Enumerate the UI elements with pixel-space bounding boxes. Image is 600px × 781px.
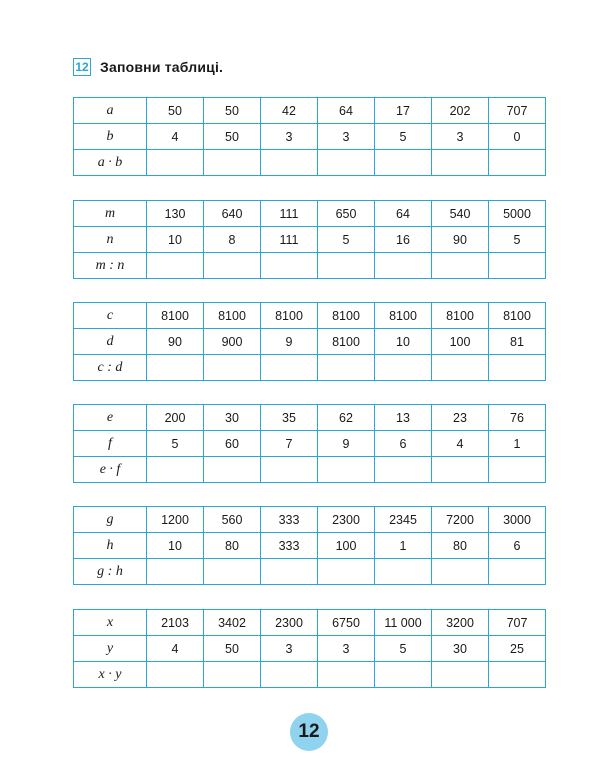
value-cell: 13 — [375, 405, 432, 431]
value-cell: 1200 — [147, 507, 204, 533]
row-label: m — [74, 201, 147, 227]
row-label: g — [74, 507, 147, 533]
value-table — [73, 97, 546, 176]
value-cell: 3 — [261, 124, 318, 150]
value-cell: 3 — [318, 124, 375, 150]
value-cell: 2103 — [147, 610, 204, 636]
answer-cell[interactable] — [261, 355, 318, 381]
answer-cell[interactable] — [432, 150, 489, 176]
answer-cell[interactable] — [204, 559, 261, 585]
value-cell: 7200 — [432, 507, 489, 533]
value-cell: 707 — [489, 98, 546, 124]
value-cell: 90 — [432, 227, 489, 253]
value-cell: 16 — [375, 227, 432, 253]
answer-cell[interactable] — [204, 457, 261, 483]
row-label: n — [74, 227, 147, 253]
value-cell: 8100 — [432, 303, 489, 329]
table-row — [74, 559, 546, 585]
value-cell: 3 — [261, 636, 318, 662]
answer-cell[interactable] — [375, 355, 432, 381]
table-row — [74, 533, 546, 559]
value-cell: 50 — [204, 98, 261, 124]
answer-cell[interactable] — [261, 457, 318, 483]
value-table — [73, 404, 546, 483]
row-label: m : n — [74, 253, 147, 279]
value-cell: 6 — [489, 533, 546, 559]
value-cell: 50 — [204, 636, 261, 662]
answer-cell[interactable] — [432, 662, 489, 688]
answer-cell[interactable] — [261, 662, 318, 688]
answer-cell[interactable] — [432, 457, 489, 483]
row-label: a · b — [74, 150, 147, 176]
value-cell: 25 — [489, 636, 546, 662]
value-cell: 9 — [318, 431, 375, 457]
value-cell: 17 — [375, 98, 432, 124]
answer-cell[interactable] — [489, 150, 546, 176]
task-header — [73, 58, 223, 76]
table-row — [74, 227, 546, 253]
value-cell: 8100 — [318, 329, 375, 355]
row-label: y — [74, 636, 147, 662]
table-row — [74, 329, 546, 355]
value-cell: 900 — [204, 329, 261, 355]
value-cell: 100 — [432, 329, 489, 355]
value-table — [73, 302, 546, 381]
table-row — [74, 355, 546, 381]
answer-cell[interactable] — [204, 150, 261, 176]
answer-cell[interactable] — [318, 457, 375, 483]
value-cell: 6 — [375, 431, 432, 457]
answer-cell[interactable] — [318, 559, 375, 585]
answer-cell[interactable] — [489, 559, 546, 585]
value-cell: 200 — [147, 405, 204, 431]
value-cell: 64 — [375, 201, 432, 227]
table-row — [74, 253, 546, 279]
value-cell: 5 — [147, 431, 204, 457]
value-cell: 81 — [489, 329, 546, 355]
value-cell: 650 — [318, 201, 375, 227]
value-cell: 111 — [261, 201, 318, 227]
answer-cell[interactable] — [147, 150, 204, 176]
value-cell: 42 — [261, 98, 318, 124]
table-row — [74, 405, 546, 431]
value-cell: 3 — [432, 124, 489, 150]
answer-cell[interactable] — [375, 253, 432, 279]
row-label: f — [74, 431, 147, 457]
answer-cell[interactable] — [147, 559, 204, 585]
value-cell: 9 — [261, 329, 318, 355]
row-label: x — [74, 610, 147, 636]
value-cell: 8100 — [375, 303, 432, 329]
value-cell: 4 — [147, 636, 204, 662]
answer-cell[interactable] — [204, 355, 261, 381]
value-cell: 5 — [375, 124, 432, 150]
value-cell: 8100 — [318, 303, 375, 329]
value-cell: 100 — [318, 533, 375, 559]
value-cell: 8 — [204, 227, 261, 253]
value-cell: 10 — [147, 227, 204, 253]
value-cell: 2345 — [375, 507, 432, 533]
answer-cell[interactable] — [489, 457, 546, 483]
answer-cell[interactable] — [318, 150, 375, 176]
answer-cell[interactable] — [261, 150, 318, 176]
value-table — [73, 200, 546, 279]
answer-cell[interactable] — [375, 559, 432, 585]
value-cell: 10 — [147, 533, 204, 559]
value-cell: 10 — [375, 329, 432, 355]
answer-cell[interactable] — [147, 662, 204, 688]
answer-cell[interactable] — [432, 355, 489, 381]
table-row — [74, 610, 546, 636]
answer-cell[interactable] — [204, 253, 261, 279]
answer-cell[interactable] — [432, 559, 489, 585]
value-cell: 6750 — [318, 610, 375, 636]
value-cell: 2300 — [318, 507, 375, 533]
answer-cell[interactable] — [318, 662, 375, 688]
answer-cell[interactable] — [147, 457, 204, 483]
row-label: c : d — [74, 355, 147, 381]
value-cell: 62 — [318, 405, 375, 431]
value-cell: 3200 — [432, 610, 489, 636]
answer-cell[interactable] — [261, 253, 318, 279]
value-cell: 130 — [147, 201, 204, 227]
value-cell: 1 — [489, 431, 546, 457]
row-label: c — [74, 303, 147, 329]
task-number-badge: 12 — [73, 58, 91, 76]
answer-cell[interactable] — [489, 355, 546, 381]
value-cell: 640 — [204, 201, 261, 227]
value-cell: 5000 — [489, 201, 546, 227]
value-table — [73, 609, 546, 688]
table-row — [74, 150, 546, 176]
value-cell: 80 — [432, 533, 489, 559]
task-instruction: Заповни таблиці. — [100, 59, 224, 75]
row-label: g : h — [74, 559, 147, 585]
value-cell: 30 — [432, 636, 489, 662]
table-row — [74, 201, 546, 227]
table-row — [74, 662, 546, 688]
value-cell: 60 — [204, 431, 261, 457]
value-cell: 8100 — [489, 303, 546, 329]
value-cell: 8100 — [147, 303, 204, 329]
row-label: h — [74, 533, 147, 559]
value-cell: 76 — [489, 405, 546, 431]
answer-cell[interactable] — [489, 662, 546, 688]
table-row — [74, 124, 546, 150]
table-row — [74, 303, 546, 329]
value-cell: 50 — [147, 98, 204, 124]
value-cell: 8100 — [261, 303, 318, 329]
row-label: e · f — [74, 457, 147, 483]
value-cell: 35 — [261, 405, 318, 431]
value-cell: 3402 — [204, 610, 261, 636]
value-cell: 90 — [147, 329, 204, 355]
table-row — [74, 636, 546, 662]
value-cell: 707 — [489, 610, 546, 636]
page-number: 12 — [290, 713, 328, 751]
answer-cell[interactable] — [489, 253, 546, 279]
table-row — [74, 457, 546, 483]
row-label: a — [74, 98, 147, 124]
answer-cell[interactable] — [147, 253, 204, 279]
value-cell: 0 — [489, 124, 546, 150]
row-label: b — [74, 124, 147, 150]
value-cell: 64 — [318, 98, 375, 124]
value-cell: 333 — [261, 507, 318, 533]
value-cell: 80 — [204, 533, 261, 559]
answer-cell[interactable] — [375, 150, 432, 176]
value-cell: 7 — [261, 431, 318, 457]
value-cell: 11 000 — [375, 610, 432, 636]
value-cell: 50 — [204, 124, 261, 150]
value-cell: 1 — [375, 533, 432, 559]
row-label: x · y — [74, 662, 147, 688]
answer-cell[interactable] — [204, 662, 261, 688]
table-row — [74, 431, 546, 457]
value-cell: 5 — [375, 636, 432, 662]
answer-cell[interactable] — [318, 355, 375, 381]
value-cell: 560 — [204, 507, 261, 533]
value-cell: 2300 — [261, 610, 318, 636]
answer-cell[interactable] — [147, 355, 204, 381]
value-cell: 30 — [204, 405, 261, 431]
value-cell: 23 — [432, 405, 489, 431]
row-label: d — [74, 329, 147, 355]
value-cell: 540 — [432, 201, 489, 227]
value-cell: 202 — [432, 98, 489, 124]
table-row — [74, 98, 546, 124]
table-row — [74, 507, 546, 533]
value-cell: 3000 — [489, 507, 546, 533]
value-cell: 111 — [261, 227, 318, 253]
value-cell: 4 — [147, 124, 204, 150]
row-label: e — [74, 405, 147, 431]
answer-cell[interactable] — [318, 253, 375, 279]
answer-cell[interactable] — [261, 559, 318, 585]
answer-cell[interactable] — [432, 253, 489, 279]
value-cell: 5 — [318, 227, 375, 253]
value-cell: 3 — [318, 636, 375, 662]
value-table — [73, 506, 546, 585]
value-cell: 8100 — [204, 303, 261, 329]
value-cell: 5 — [489, 227, 546, 253]
answer-cell[interactable] — [375, 662, 432, 688]
answer-cell[interactable] — [375, 457, 432, 483]
value-cell: 4 — [432, 431, 489, 457]
value-cell: 333 — [261, 533, 318, 559]
